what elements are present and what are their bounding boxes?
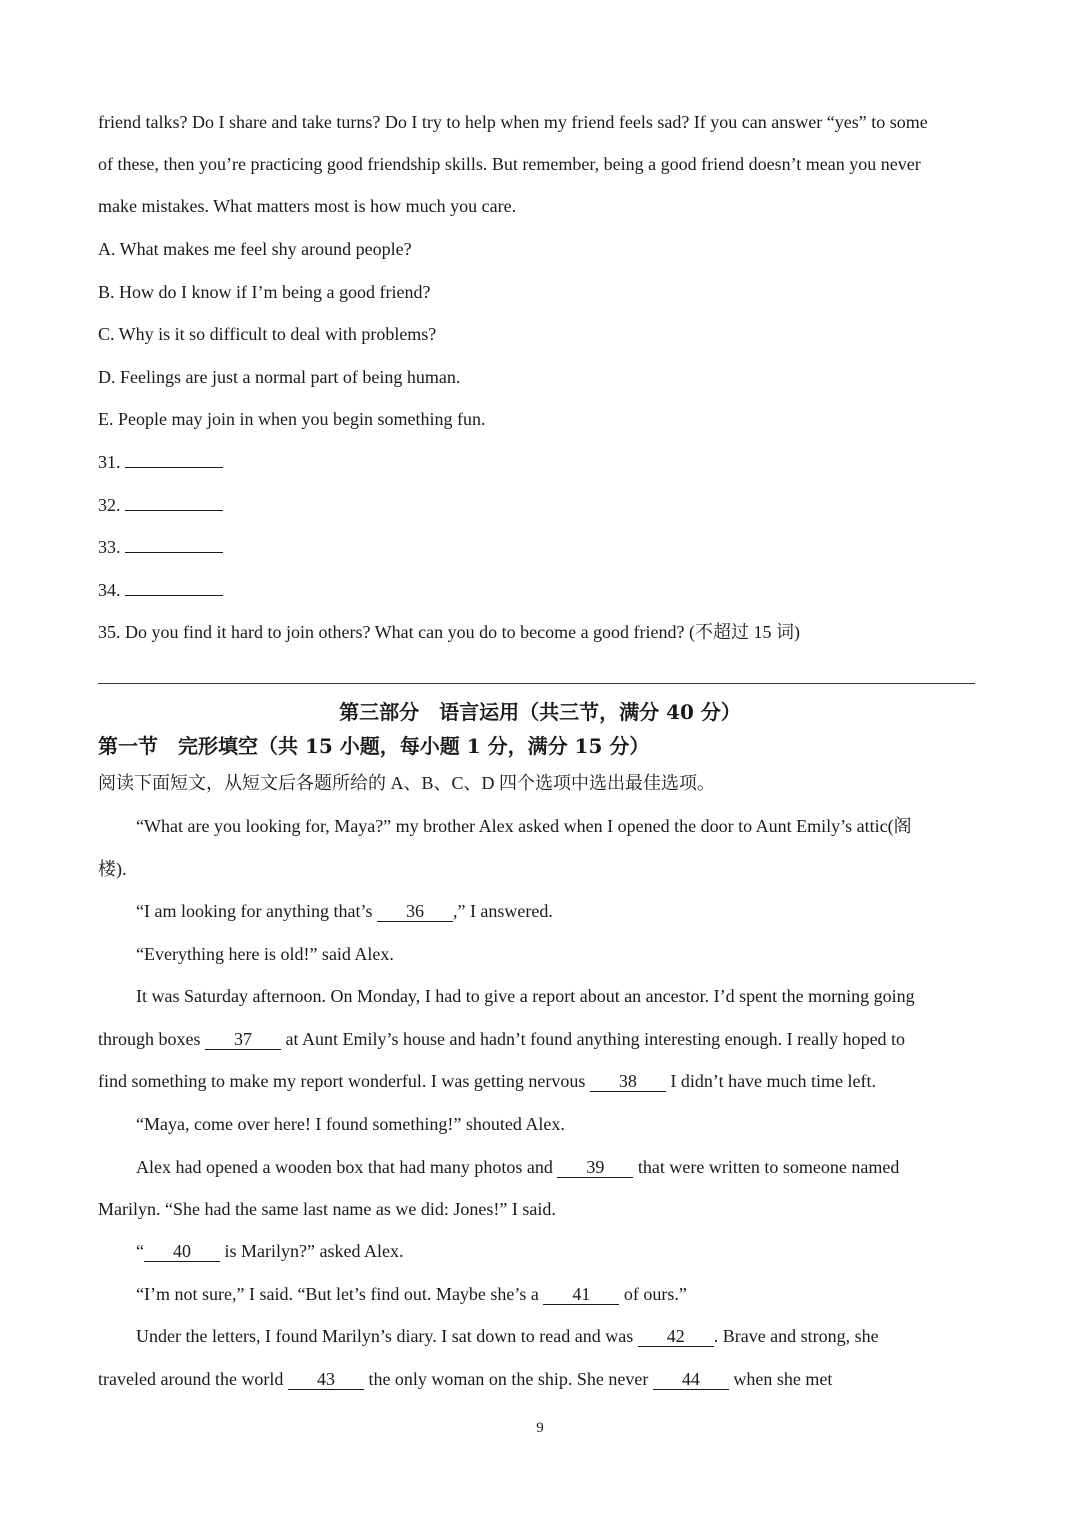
question-number: 32. bbox=[98, 495, 121, 515]
passage-line: make mistakes. What matters most is how much you care. bbox=[98, 196, 517, 216]
question-number: 31. bbox=[98, 452, 121, 472]
blank-42[interactable]: 42 bbox=[638, 1326, 714, 1347]
story-text: “I’m not sure,” I said. “But let’s find out. Maybe she’s a bbox=[136, 1284, 544, 1304]
question-35: 35. Do you find it hard to join others? What can you do to become a good friend? (不超过 15 词) bbox=[98, 622, 801, 642]
answer-line-31 bbox=[98, 450, 223, 474]
story-text: “ bbox=[136, 1241, 144, 1261]
blank-41[interactable]: 41 bbox=[543, 1284, 619, 1305]
story-text: through boxes bbox=[98, 1029, 205, 1049]
story-text: the only woman on the ship. She never bbox=[363, 1369, 653, 1389]
blank-43[interactable]: 43 bbox=[288, 1369, 364, 1390]
blank-44[interactable]: 44 bbox=[653, 1369, 729, 1390]
story-text: traveled around the world bbox=[98, 1369, 288, 1389]
option-a: A. What makes me feel shy around people? bbox=[98, 239, 412, 259]
answer-blank[interactable] bbox=[125, 510, 223, 511]
story-line bbox=[136, 1282, 687, 1306]
answer-blank[interactable] bbox=[125, 595, 223, 596]
blank-38[interactable]: 38 bbox=[590, 1071, 666, 1092]
section-title: 第一节 完形填空（共 15 小题，每小题 1 分，满分 15 分） bbox=[98, 734, 650, 758]
story-text: “I am looking for anything that’s bbox=[136, 901, 377, 921]
story-text: ,” I answered. bbox=[452, 901, 553, 921]
answer-line-32 bbox=[98, 493, 223, 517]
story-line: “Everything here is old!” said Alex. bbox=[136, 944, 394, 964]
story-text: that were written to someone named bbox=[633, 1157, 900, 1177]
question-number: 34. bbox=[98, 580, 121, 600]
story-line bbox=[98, 1367, 832, 1391]
answer-line-34 bbox=[98, 578, 223, 602]
blank-36[interactable]: 36 bbox=[377, 901, 453, 922]
option-e: E. People may join in when you begin something fun. bbox=[98, 409, 486, 429]
option-b: B. How do I know if I’m being a good friend? bbox=[98, 282, 431, 302]
page-number: 9 bbox=[536, 1420, 544, 1436]
story-text: . Brave and strong, she bbox=[713, 1326, 879, 1346]
story-text: Alex had opened a wooden box that had many photos and bbox=[136, 1157, 558, 1177]
story-line bbox=[136, 1155, 899, 1179]
story-line: 楼). bbox=[98, 859, 127, 879]
story-line bbox=[136, 899, 553, 923]
blank-39[interactable]: 39 bbox=[557, 1157, 633, 1178]
story-text: is Marilyn?” asked Alex. bbox=[220, 1241, 404, 1261]
answer-blank[interactable] bbox=[125, 467, 223, 468]
passage-line: friend talks? Do I share and take turns? Do I try to help when my friend feels sad? If you can answer “yes” to some bbox=[98, 112, 928, 132]
story-text: find something to make my report wonderful. I was getting nervous bbox=[98, 1071, 590, 1091]
story-text: at Aunt Emily’s house and hadn’t found anything interesting enough. I really hoped to bbox=[281, 1029, 906, 1049]
story-line: It was Saturday afternoon. On Monday, I had to give a report about an ancestor. I’d spent the morning going bbox=[136, 986, 915, 1006]
part-title: 第三部分 语言运用（共三节，满分 40 分） bbox=[339, 700, 741, 724]
answer-writing-line[interactable] bbox=[98, 683, 975, 684]
blank-37[interactable]: 37 bbox=[205, 1029, 281, 1050]
story-line bbox=[98, 1027, 905, 1051]
option-d: D. Feelings are just a normal part of being human. bbox=[98, 367, 461, 387]
answer-blank[interactable] bbox=[125, 552, 223, 553]
story-line bbox=[136, 1239, 403, 1263]
story-text: Under the letters, I found Marilyn’s diary. I sat down to read and was bbox=[136, 1326, 638, 1346]
answer-line-33 bbox=[98, 535, 223, 559]
question-number: 33. bbox=[98, 537, 121, 557]
blank-40[interactable]: 40 bbox=[144, 1241, 220, 1262]
story-line: “What are you looking for, Maya?” my brother Alex asked when I opened the door to Aunt Emily’s attic(阁 bbox=[136, 816, 912, 836]
story-text: of ours.” bbox=[619, 1284, 687, 1304]
story-line: Marilyn. “She had the same last name as we did: Jones!” I said. bbox=[98, 1199, 556, 1219]
passage-line: of these, then you’re practicing good friendship skills. But remember, being a good friend doesn’t mean you never bbox=[98, 154, 921, 174]
story-line: “Maya, come over here! I found something!” shouted Alex. bbox=[136, 1114, 565, 1134]
story-text: when she met bbox=[728, 1369, 833, 1389]
story-text: I didn’t have much time left. bbox=[665, 1071, 877, 1091]
option-c: C. Why is it so difficult to deal with problems? bbox=[98, 324, 437, 344]
story-line bbox=[98, 1069, 876, 1093]
instruction: 阅读下面短文，从短文后各题所给的 A、B、C、D 四个选项中选出最佳选项。 bbox=[98, 773, 716, 793]
story-line bbox=[136, 1324, 879, 1348]
